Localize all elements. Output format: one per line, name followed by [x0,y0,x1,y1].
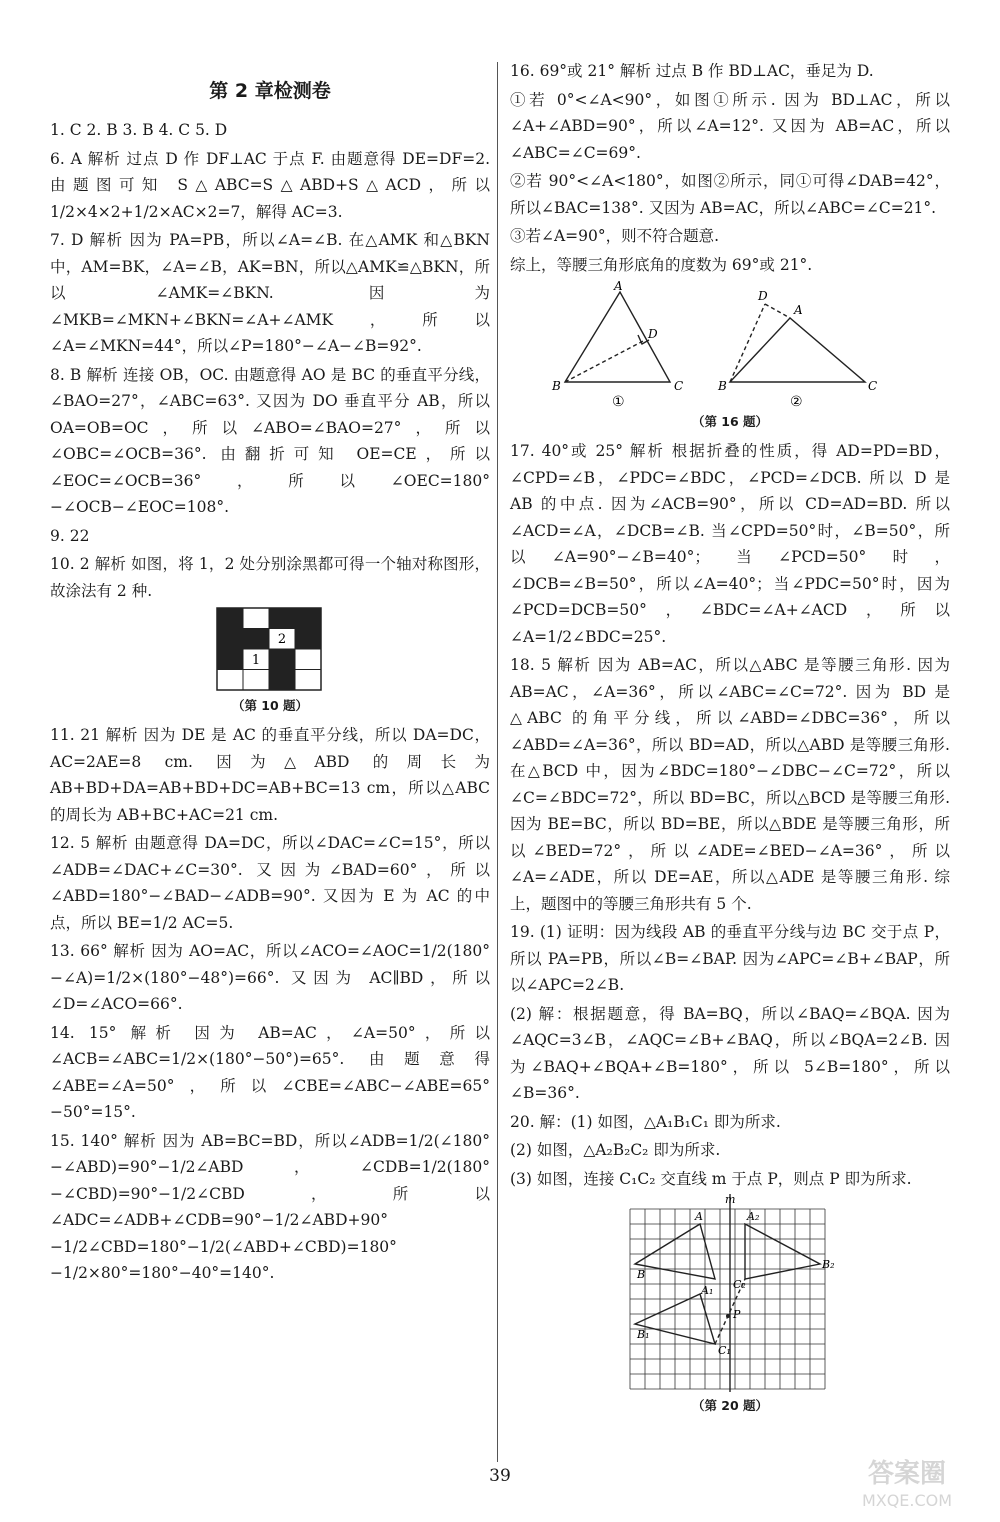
answer-15: 15. 140° 解析 因为 AB=BC=BD，所以∠ADB=1/2(∠180°−∠ABD)=90°−1/2∠ABD，∠CDB=1/2(180°−∠CBD)=90°−1/2∠CBD，所以∠ADC=∠ADB+∠CDB=90°−1/2∠ABD+90°−1/2∠CBD=180°−1/2(∠ABD+∠CBD)=180°−1/2×80°=180°−40°=140°. [50,1131,490,1282]
answer-17: 17. 40°或 25° 解析 根据折叠的性质，得 AD=PD=BD，∠CPD=∠B，∠PDC=∠BDC，∠PCD=∠DCB. 所以 D 是 AB 的中点. 因为∠ACB=90°，所以 CD=AD=BD. 所以∠ACD=∠A，∠DCB=∠B. 当∠CPD=50°时，∠B=50°，所以∠A=90°−∠B=40°；当∠PCD=50°时，∠DCB=∠B=50°，所以∠A=40°；当∠PDC=50°时，因为∠PCD=DCB=50°，∠BDC=∠A+∠ACD，所以∠A=1/2∠BDC=25°. [510,442,950,646]
answer-16-case-3: ③若∠A=90°，则不符合题意. [510,227,720,245]
svg-text:C₂: C₂ [733,1278,746,1291]
answer-12: 12. 5 解析 由题意得 DA=DC，所以∠DAC=∠C=15°，所以∠ADB=∠DAC+∠C=30°. 又因为∠BAD=60°，所以∠ABD=180°−∠BAD−∠ADB=90°. 又因为 E 为 AC 的中点，所以 BE=1/2 AC=5. [50,834,490,932]
caption-q10: （第 10 题） [231,698,309,713]
answer-16-case-1: ①若 0°<∠A<90°，如图①所示. 因为 BD⊥AC，所以∠A+∠ABD=90°，所以∠A=12°. 又因为 AB=AC，所以∠ABC=∠C=69°. [510,90,950,162]
page-number: 39 [489,1466,511,1486]
answer-14: 14. 15° 解析 因为 AB=AC，∠A=50°，所以∠ACB=∠ABC=1/2×(180°−50°)=65°. 由题意得∠ABE=∠A=50°，所以∠CBE=∠ABC−∠ABE=65°−50°=15°. [50,1023,490,1121]
svg-text:D: D [648,327,658,341]
answer-20-2: (2) 如图，△A₂B₂C₂ 即为所求. [510,1141,721,1159]
right-column [510,58,950,1422]
answer-1-5: 1. C 2. B 3. B 4. C 5. D [50,121,228,139]
svg-text:m: m [725,1194,736,1206]
answer-7: 7. D 解析 因为 PA=PB，所以∠A=∠B. 在△AMK 和△BKN 中，AM=BK，∠A=∠B，AK=BN，所以△AMK≌△BKN，所以∠AMK=∠BKN. 因为∠MKB=∠MKN+∠BKN=∠A+∠AMK，所以∠A=∠MKN=44°，所以∠P=180°−∠A−∠B=92°. [50,231,490,355]
answer-18: 18. 5 解析 因为 AB=AC，所以△ABC 是等腰三角形. 因为 AB=AC，∠A=36°，所以∠ABC=∠C=72°. 因为 BD 是△ABC 的角平分线，所以∠ABD=∠DBC=36°，所以∠ABD=∠A=36°，所以 BD=AD，所以△ABD 是等腰三角形. 在△BCD 中，因为∠BDC=180°−∠DBC−∠C=72°，所以∠C=∠BDC=72°，所以 BD=BC，所以△BCD 是等腰三角形. 因为 BE=BC，所以 BD=BE，所以△BDE 是等腰三角形，所以∠BED=72°，所以∠ADE=∠BED−∠A=36°，所以∠A=∠ADE，所以 DE=AE，所以△ADE 是等腰三角形. 综上，题图中的等腰三角形共有 5 个. [510,656,950,913]
svg-text:A: A [794,303,803,317]
svg-text:A: A [695,1210,703,1223]
grid-cell-1: 1 [251,653,261,668]
grid-cell-2: 2 [277,632,287,647]
figure-q20-grid [625,1194,835,1394]
svg-text:B₂: B₂ [822,1258,835,1271]
column-divider [497,62,498,1462]
answer-19-1: 19. (1) 证明：因为线段 AB 的垂直平分线与边 BC 交于点 P，所以 PA=PB，所以∠B=∠BAP. 因为∠APC=∠B+∠BAP，所以∠APC=2∠B. [510,923,950,994]
svg-text:C: C [868,379,878,393]
svg-text:B₁: B₁ [637,1328,650,1341]
svg-text:①: ① [612,394,625,410]
answer-16-summary: 综上，等腰三角形底角的度数为 69°或 21°. [510,255,813,274]
svg-text:A₂: A₂ [747,1210,760,1223]
svg-text:D: D [758,289,768,303]
svg-text:P: P [733,1308,741,1321]
answer-19-2: (2) 解：根据题意，得 BA=BQ，所以∠BAQ=∠BQA. 因为∠AQC=3∠B，∠AQC=∠B+∠BAQ，所以∠BQA=2∠B. 因为∠BAQ+∠BQA+∠B=180°，所以 5∠B=180°，所以∠B=36°. [510,1004,950,1102]
answer-9: 9. 22 [50,526,90,545]
figure-q10-grid [215,606,325,694]
svg-text:B: B [552,379,561,393]
answer-20-3: (3) 如图，连接 C₁C₂ 交直线 m 于点 P，则点 P 即为所求. [510,1169,912,1188]
left-column [50,58,490,1289]
figure-q16-triangles [550,280,910,410]
caption-q20: （第 20 题） [691,1398,769,1413]
svg-text:A: A [614,280,623,293]
svg-text:A₁: A₁ [701,1284,714,1297]
answer-16: 16. 69°或 21° 解析 过点 B 作 BD⊥AC，垂足为 D. [510,62,874,80]
svg-text:B: B [718,379,727,393]
answer-13: 13. 66° 解析 因为 AO=AC，所以∠ACO=∠AOC=1/2(180°−∠A)=1/2×(180°−48°)=66°. 又因为 AC∥BD，所以∠D=∠ACO=66°. [50,942,490,1013]
svg-text:MXQE.COM: MXQE.COM [861,1491,953,1510]
svg-text:C: C [674,379,684,393]
page-title: 第 2 章检测卷 [209,80,331,102]
svg-text:②: ② [790,394,803,410]
svg-text:C₁: C₁ [718,1344,731,1357]
caption-q16: （第 16 题） [691,414,769,429]
svg-text:答案圈: 答案圈 [867,1459,947,1489]
watermark-logo [832,1454,982,1514]
svg-text:B: B [637,1268,646,1281]
answer-6: 6. A 解析 过点 D 作 DF⊥AC 于点 F. 由题意得 DE=DF=2. 由题图可知 S△ABC=S△ABD+S△ACD，所以 1/2×4×2+1/2×AC×2=7，解得 AC=3. [50,149,490,221]
answer-16-case-2: ②若 90°<∠A<180°，如图②所示，同①可得∠DAB=42°，所以∠BAC=138°. 又因为 AB=AC，所以∠ABC=∠C=21°. [510,172,950,217]
answer-8: 8. B 解析 连接 OB，OC. 由题意得 AO 是 BC 的垂直平分线，∠BAO=27°，∠ABC=63°. 又因为 DO 垂直平分 AB，所以 OA=OB=OC，所以∠ABO=∠BAO=27°，所以∠OBC=∠OCB=36°. 由翻折可知 OE=CE，所以∠EOC=∠OCB=36°，所以∠OEC=180°−∠OCB−∠EOC=108°. [50,365,490,516]
answer-11: 11. 21 解析 因为 DE 是 AC 的垂直平分线，所以 DA=DC，AC=2AE=8 cm. 因为△ABD 的周长为 AB+BD+DA=AB+BD+DC=AB+BC=13 cm，所以△ABC 的周长为 AB+BC+AC=21 cm. [50,726,490,824]
answer-20-1: 20. 解：(1) 如图，△A₁B₁C₁ 即为所求. [510,1112,781,1131]
answer-10: 10. 2 解析 如图，将 1，2 处分别涂黑都可得一个轴对称图形，故涂法有 2 种. [50,555,490,600]
